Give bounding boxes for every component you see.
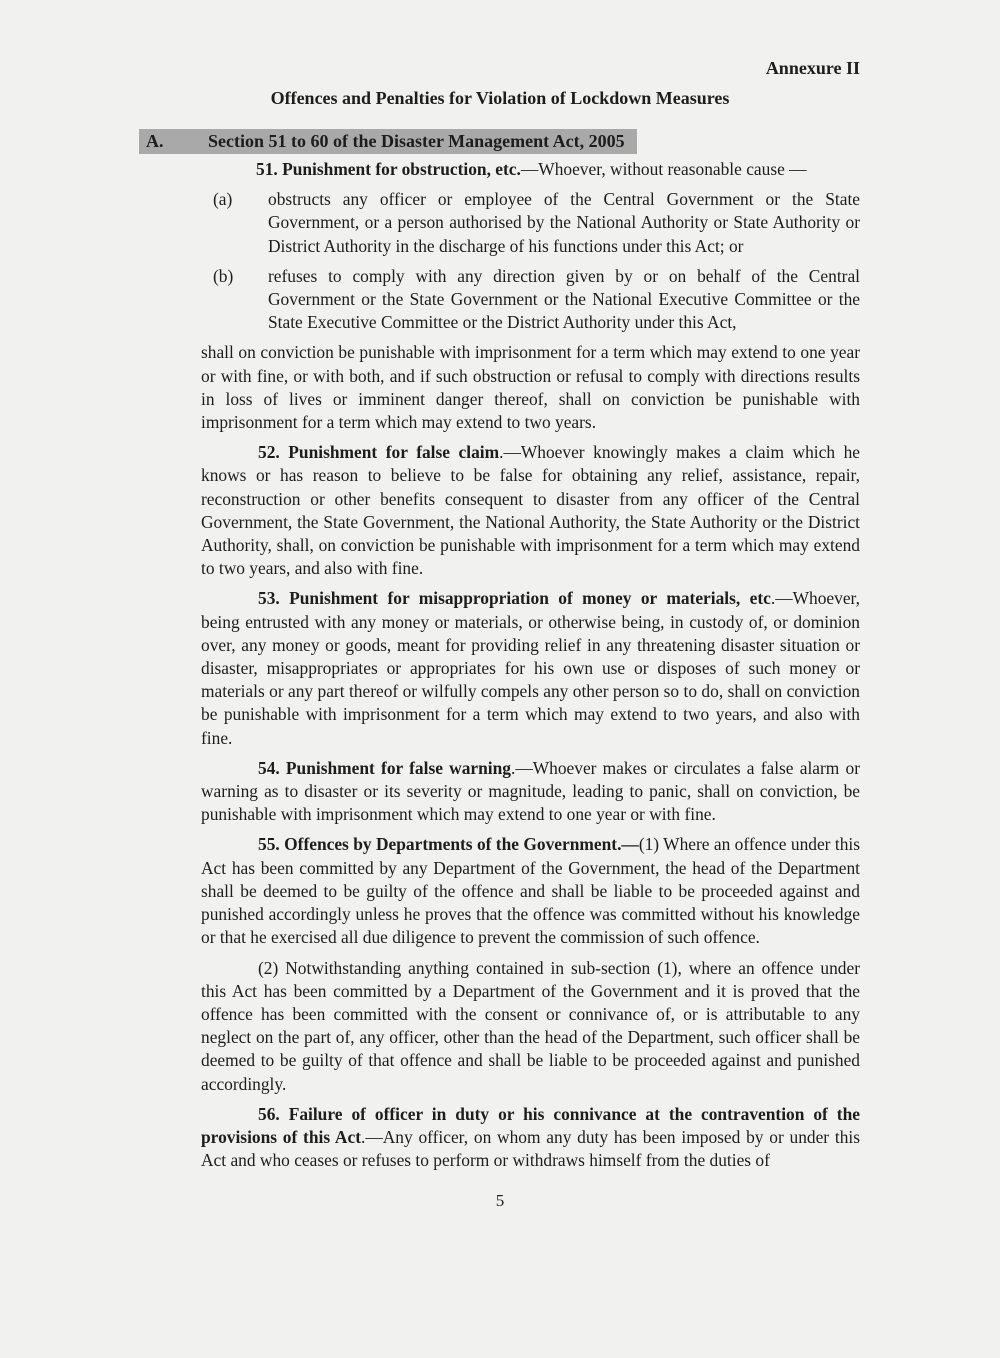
clause-a-label: (a) [213,189,233,210]
section-55-2: (2) Notwithstanding anything contained in sub-section (1), where an offence under this Act has been committed by a Department of the Government and it is proved that the offence has been committed with the consent or connivance of, or is attributable to any neglect on the part of, any officer, other than the head of the Department, such officer shall be deemed to be guilty of that offence and shall be liable to be proceeded against and punished accordingly. [201,957,860,1094]
document-body [201,158,860,1179]
section-55-heading: 55. Offences by Departments of the Government.— [258,834,639,855]
clause-a-text: obstructs any officer or employee of the Central Government or the State Government, or a person authorised by the National Authority or State Authority or District Authority in the discharge of his functions under this Act; or [268,189,860,256]
page-number: 5 [495,1191,505,1210]
section-heading-text: Section 51 to 60 of the Disaster Management Act, 2005 [208,131,625,151]
section-53-text: .—Whoever, being entrusted with any money or materials, or otherwise being, in custody of, or dominion over, any money or goods, meant for providing relief in any threatening disaster situation or disaster, misappropriates or appropriates for his own use or disposes of such money or materials or any part thereof or wilfully compels any other person so to do, shall on conviction be punishable with imprisonment for a term which may extend to two years, and also with fine. [201,588,860,748]
section-52-text: .—Whoever knowingly makes a claim which he knows or has reason to believe to be false for obtaining any relief, assistance, repair, reconstruction or other benefits consequent to disaster from any officer of the Central Government, the State Government, the National Authority, the State Authority or the District Authority, shall, on conviction be punishable with imprisonment for a term which may extend to two years, and also with fine. [201,442,860,579]
clause-a [201,188,860,258]
section-54-text: .—Whoever makes or circulates a false alarm or warning as to disaster or its severity or magnitude, leading to panic, shall on conviction, be punishable with imprisonment which may extend to one year or with fine. [201,757,861,825]
section-51-intro [201,158,860,181]
section-letter: A. [146,131,164,151]
section-51-intro-text: —Whoever, without reasonable cause — [520,159,807,179]
section-55-text-1: (1) Where an offence under this Act has been committed by any Department of the Government, the head of the Department shall be deemed to be guilty of the offence and shall be liable to be proceeded against and punished accordingly unless he proves that the offence was committed without his knowledge or that he exercised all due diligence to prevent the commission of such offence. [201,834,860,948]
section-52 [201,441,860,580]
clause-b-label: (b) [213,265,234,286]
section-54-heading: 54. Punishment for false warning [258,757,511,778]
section-55-1 [201,833,860,949]
section-54 [201,757,860,827]
page-title: Offences and Penalties for Violation of Lockdown Measures [270,88,730,108]
section-56-heading: 56. Failure of officer in duty or his connivance at the contravention of the provisions of this Act [201,1103,860,1147]
section-53-heading: 53. Punishment for misappropriation of money or materials, etc [258,588,771,609]
clause-b [201,265,860,335]
clause-b-text: refuses to comply with any direction given by or on behalf of the Central Government or the State Government or the National Executive Committee or the State Executive Committee or the District Authority under this Act, [268,265,860,333]
section-53 [201,587,860,749]
section-56 [201,1103,860,1173]
annexure-label: Annexure II [765,58,860,78]
section-56-text: .—Any officer, on whom any duty has been imposed by or under this Act and who ceases or refuses to perform or withdraws himself from the duties of [201,1126,860,1171]
section-heading [139,129,637,154]
section-51-heading: 51. Punishment for obstruction, etc. [256,159,521,179]
section-51-tail: shall on conviction be punishable with imprisonment for a term which may extend to one year or with fine, or with both, and if such obstruction or refusal to comply with directions results in loss of lives or imminent danger thereof, shall on conviction be punishable with imprisonment for a term which may extend to two years. [201,342,860,433]
section-52-heading: 52. Punishment for false claim [258,442,500,463]
